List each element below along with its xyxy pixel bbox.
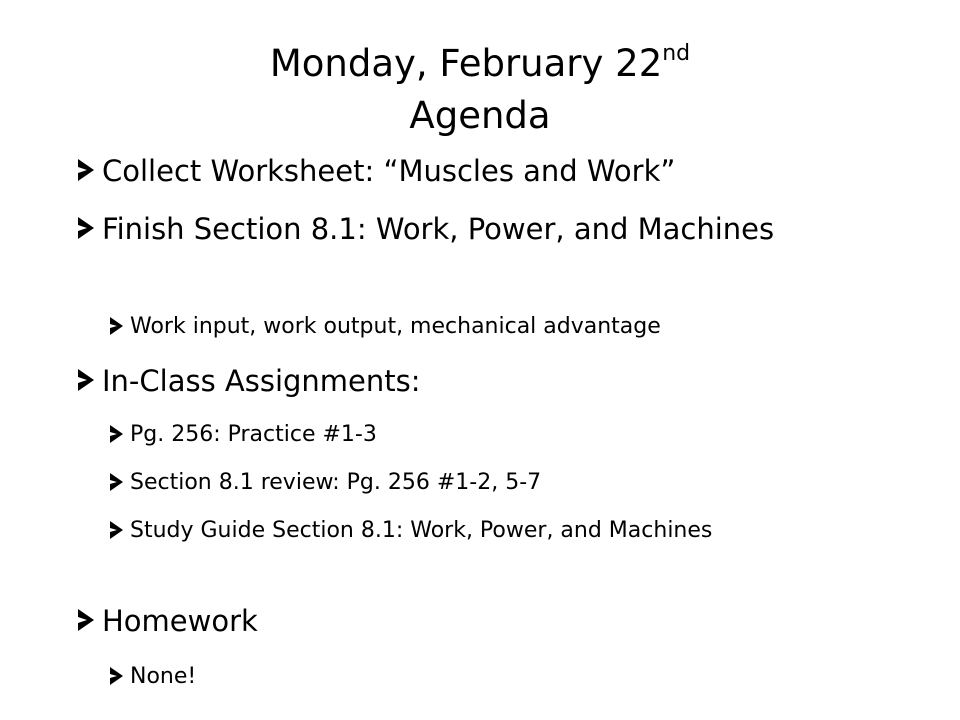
- bullet-text: Collect Worksheet: “Muscles and Work”: [102, 154, 676, 188]
- list-item: [78, 362, 878, 400]
- arrow-bullet-icon: [78, 609, 94, 631]
- bullet-text: Study Guide Section 8.1: Work, Power, and Machines: [130, 518, 713, 543]
- bullet-text: Pg. 256: Practice #1-3: [130, 422, 377, 447]
- title-agenda: Agenda: [409, 94, 551, 137]
- bullet-text: Work input, work output, mechanical advantage: [130, 314, 661, 339]
- bullet-text: In-Class Assignments:: [102, 364, 421, 398]
- arrow-bullet-icon: [78, 369, 94, 391]
- list-item: [110, 312, 910, 342]
- arrow-bullet-icon: [110, 425, 123, 443]
- list-item: [78, 210, 778, 248]
- list-item: [78, 152, 878, 190]
- arrow-bullet-icon: [78, 159, 94, 181]
- arrow-bullet-icon: [110, 473, 123, 491]
- title-ordinal-suffix: nd: [662, 41, 691, 66]
- arrow-bullet-icon: [110, 667, 123, 685]
- bullet-text: Section 8.1 review: Pg. 256 #1-2, 5-7: [130, 470, 542, 495]
- arrow-bullet-icon: [110, 521, 123, 539]
- bullet-text: None!: [130, 664, 197, 689]
- list-item: [110, 468, 910, 498]
- list-item: [78, 602, 878, 640]
- arrow-bullet-icon: [78, 217, 94, 239]
- list-item: [110, 516, 810, 546]
- title-date: Monday, February 22: [269, 42, 663, 85]
- list-item: [110, 662, 910, 692]
- list-item: [110, 420, 910, 450]
- arrow-bullet-icon: [110, 317, 123, 335]
- bullet-text: Homework: [102, 604, 258, 638]
- bullet-text: Finish Section 8.1: Work, Power, and Machines: [102, 212, 775, 246]
